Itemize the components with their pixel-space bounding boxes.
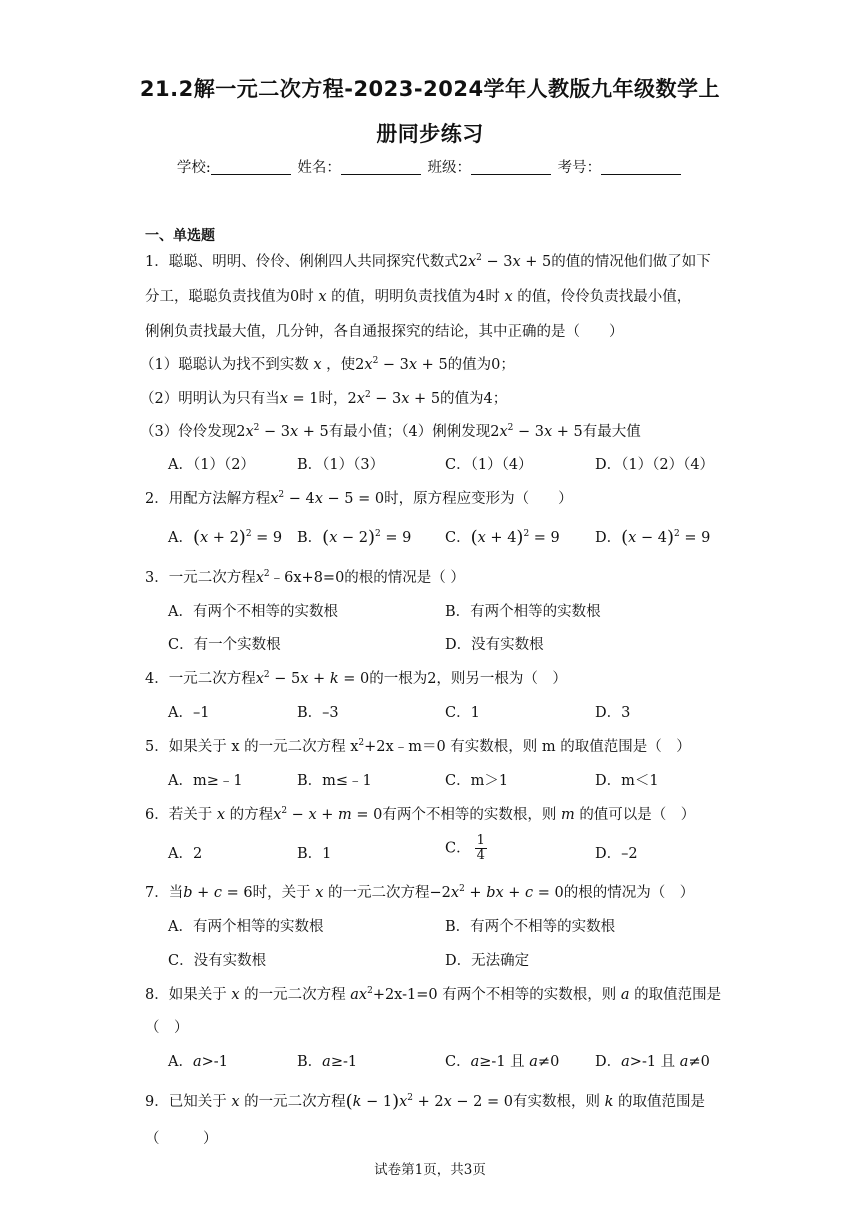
q6-option-d[interactable]: D．–2 [595,846,638,862]
q5-option-d[interactable]: D．m＜1 [595,773,659,789]
q2-option-a[interactable]: A．$(x + 2)^2 = 9$ [168,527,283,548]
fraction-one-quarter: $\frac{1}{4}$ [476,833,485,863]
q1-stem-line2: 分工，聪聪负责找值为0时 x 的值，明明负责找值为4时 x 的值，伶伶负责找最小值， [145,289,692,305]
q8-option-c[interactable]: C．a≥-1 且 a≠0 [445,1054,560,1070]
name-blank[interactable] [341,158,421,175]
q1-stem-line3: 俐俐负责找最大值，几分钟，各自通报探究的结论，其中正确的是（ ） [145,324,624,340]
q1-statement-2: （2）明明认为只有当x = 1时，$2x^2 - 3x + 5$的值为4； [140,390,508,407]
page-title-continued: 册同步练习 [376,122,484,146]
q9-stem: 9．已知关于 x 的一元二次方程$(k - 1)x^2 + 2x - 2 = 0$有实数根，则 k 的取值范围是 [145,1091,705,1112]
q1-statement-3: （3）伶伶发现$2x^2 - 3x + 5$有最小值；（4）俐俐发现$2x^2 - 3x + 5$有最大值 [140,423,641,440]
page-title: 21.2解一元二次方程-2023-2024学年人教版九年级数学上 [139,77,721,101]
q4-stem: 4．一元二次方程$x^2 - 5x + k = 0$的一根为2，则另一根为（ ） [145,670,567,687]
q3-option-d[interactable]: D．没有实数根 [445,637,544,653]
q8-option-a[interactable]: A．a>-1 [168,1054,228,1070]
section-title: 一、单选题 [145,228,215,244]
q3-stem: 3．一元二次方程$x^2﹣6x+8=0$的根的情况是（ ） [145,569,465,586]
q3-option-c[interactable]: C．有一个实数根 [168,637,281,653]
page-footer: 试卷第1页，共3页 [374,1162,486,1178]
q4-option-b[interactable]: B．–3 [297,705,339,721]
q5-option-c[interactable]: C．m＞1 [445,773,509,789]
q8-option-d[interactable]: D．a>-1 且 a≠0 [595,1054,710,1070]
class-blank[interactable] [471,158,551,175]
q1-statement-1: （1）聪聪认为找不到实数 x ，使$2x^2 - 3x + 5$的值为0； [140,356,515,373]
q5-option-b[interactable]: B．m≤﹣1 [297,773,372,789]
q5-stem: 5．如果关于 x 的一元二次方程 $x^2+2x﹣m=0$ 有实数根，则 m 的取值范围是（ ） [145,738,691,755]
math-expr: $2x^2 - 3x + 5$ [458,253,552,270]
q1-option-a[interactable]: A．（1）（2） [168,457,255,473]
q2-option-d[interactable]: D．$(x - 4)^2 = 9$ [595,527,711,548]
class-label: 班级： [427,160,471,176]
q3-option-a[interactable]: A．有两个不相等的实数根 [168,604,338,620]
exam-no-blank[interactable] [601,158,681,175]
school-label: 学校: [176,160,211,176]
q5-option-a[interactable]: A．m≥﹣1 [168,773,243,789]
q7-option-a[interactable]: A．有两个相等的实数根 [168,919,324,935]
name-label: 姓名： [297,160,341,176]
school-blank[interactable] [211,158,291,175]
q7-option-b[interactable]: B．有两个不相等的实数根 [445,919,616,935]
q6-stem: 6．若关于 x 的方程$x^2 - x + m = 0$有两个不相等的实数根，则 m 的值可以是（ ） [145,806,696,823]
exam-no-label: 考号： [557,160,602,176]
q7-option-d[interactable]: D．无法确定 [445,953,530,969]
q4-option-c[interactable]: C．1 [445,705,480,721]
q3-option-b[interactable]: B．有两个相等的实数根 [445,604,601,620]
student-info-row [0,156,860,180]
q7-stem: 7．当b + c = 6时，关于 x 的一元二次方程$-2x^2$ + bx + c = 0的根的情况为（ ） [145,884,695,901]
q7-option-c[interactable]: C．没有实数根 [168,953,267,969]
q4-option-d[interactable]: D．3 [595,705,631,721]
q8-option-b[interactable]: B．a≥-1 [297,1054,358,1070]
q2-option-b[interactable]: B．$(x - 2)^2 = 9$ [297,527,412,548]
q6-option-b[interactable]: B．1 [297,846,332,862]
q2-stem: 2．用配方法解方程$x^2 - 4x - 5 = 0$时，原方程应变形为（ ） [145,490,573,507]
q6-option-c[interactable]: C． $\frac{1}{4}$ [445,833,485,863]
q9-stem-line2: （ ） [145,1131,218,1147]
q1-stem-line1: 1．聪聪、明明、伶伶、俐俐四人共同探究代数式$2x^2 - 3x + 5$的值的情况他们做了如下 [145,253,711,270]
q8-stem: 8．如果关于 x 的一元二次方程 $ax^2+2x-1=0$ 有两个不相等的实数根，则 a 的取值范围是 [145,986,722,1003]
q2-option-c[interactable]: C．$(x + 4)^2 = 9$ [445,527,560,548]
q1-option-c[interactable]: C．（1）（4） [445,457,533,473]
q8-stem-line2: （ ） [145,1020,189,1036]
q1-option-d[interactable]: D．（1）（2）（4） [595,457,715,473]
q1-option-b[interactable]: B．（1）（3） [297,457,385,473]
q4-option-a[interactable]: A．–1 [168,705,210,721]
q6-option-a[interactable]: A．2 [168,846,203,862]
